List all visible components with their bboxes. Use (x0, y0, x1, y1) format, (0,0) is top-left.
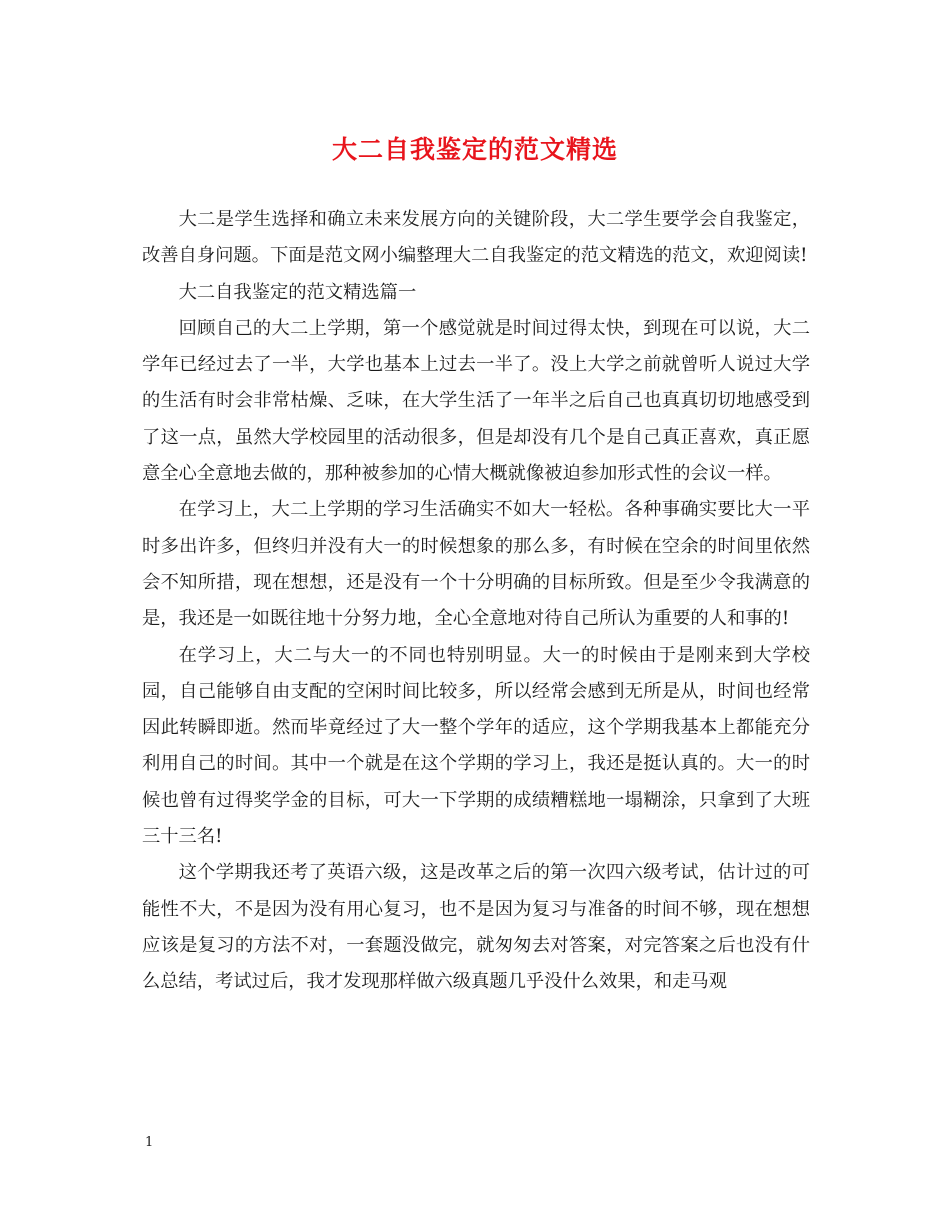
paragraph: 回顾自己的大二上学期，第一个感觉就是时间过得太快，到现在可以说，大二学年已经过去了一半，大学也基本上过去一半了。没上大学之前就曾听人说过大学的生活有时会非常枯燥、乏味，在大学生活了一年半之后自己也真真切切地感受到了这一点，虽然大学校园里的活动很多，但是却没有几个是自己真正喜欢，真正愿意全心全意地去做的，那种被参加的心情大概就像被迫参加形式性的会议一样。 (142, 317, 810, 485)
document-body (142, 202, 810, 1001)
paragraph-intro: 大二是学生选择和确立未来发展方向的关键阶段，大二学生要学会自我鉴定，改善自身问题。下面是范文网小编整理大二自我鉴定的范文精选的范文，欢迎阅读! (142, 209, 810, 267)
paragraph: 在学习上，大二与大一的不同也特别明显。大一的时候由于是刚来到大学校园，自己能够自由支配的空闲时间比较多，所以经常会感到无所是从，时间也经常因此转瞬即逝。然而毕竟经过了大一整个学年的适应，这个学期我基本上都能充分利用自己的时间。其中一个就是在这个学期的学习上，我还是挺认真的。大一的时候也曾有过得奖学金的目标，可大一下学期的成绩糟糕地一塌糊涂，只拿到了大班三十三名! (142, 644, 810, 848)
page-number: 1 (145, 1135, 154, 1150)
document-title: 大二自我鉴定的范文精选 (331, 135, 618, 164)
section-heading: 大二自我鉴定的范文精选篇一 (178, 281, 417, 303)
paragraph: 这个学期我还考了英语六级，这是改革之后的第一次四六级考试，估计过的可能性不大，不是因为没有用心复习，也不是因为复习与准备的时间不够，现在想想应该是复习的方法不对，一套题没做完，就匆匆去对答案，对完答案之后也没有什么总结，考试过后，我才发现那样做六级真题几乎没什么效果，和走马观 (142, 862, 810, 993)
paragraph: 在学习上，大二上学期的学习生活确实不如大一轻松。各种事确实要比大一平时多出许多，但终归并没有大一的时候想象的那么多，有时候在空余的时间里依然会不知所措，现在想想，还是没有一个十分明确的目标所致。但是至少令我满意的是，我还是一如既往地十分努力地，全心全意地对待自己所认为重要的人和事的! (142, 499, 810, 630)
